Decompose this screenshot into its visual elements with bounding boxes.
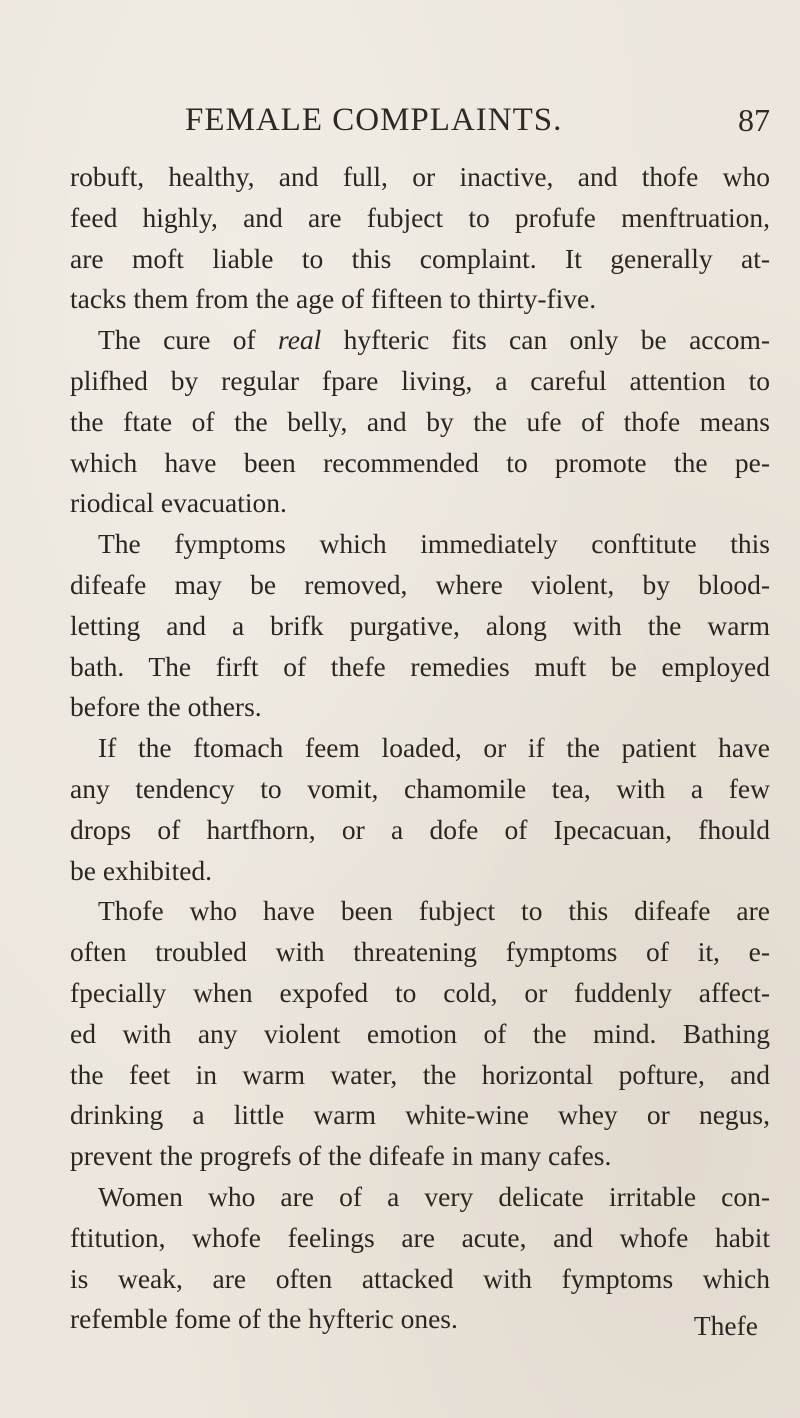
text-line: tacks them from the age of fifteen to thirty-five. (70, 283, 597, 315)
text-line: be exhibited. (70, 854, 213, 886)
page-header (185, 102, 770, 142)
text-line: prevent the progrefs of the difeafe in many cafes. (70, 1140, 612, 1172)
text-line: drops of hartfhorn, or a dofe of Ipecacuan, fhould (70, 813, 770, 845)
text-line: are moft liable to this complaint. It generally at- (70, 242, 770, 274)
paragraph-3 (70, 524, 770, 728)
text-line-with-italic (70, 320, 770, 361)
text-line: If the ftomach feem loaded, or if the patient have (98, 732, 770, 764)
text-line: The fymptoms which immediately conftitute this (98, 528, 770, 560)
text-line: fpecially when expofed to cold, or fuddenly affect- (70, 976, 770, 1008)
running-head: FEMALE COMPLAINTS. (185, 102, 563, 138)
text-line: ed with any violent emotion of the mind. Bathing (70, 1017, 770, 1049)
text-line: before the others. (70, 691, 262, 723)
text-line: often troubled with threatening fymptoms of it, e- (70, 936, 770, 968)
text-line: feed highly, and are fubject to profufe menftruation, (70, 201, 770, 233)
text-line: which have been recommended to promote the pe- (70, 446, 770, 478)
text-line: drinking a little warm white-wine whey or negus, (70, 1099, 770, 1131)
paragraph-5 (70, 891, 770, 1177)
catchword: Thefe (693, 1310, 758, 1341)
text-line: robuft, healthy, and full, or inactive, and thofe who (70, 161, 770, 192)
text-fragment: hyfteric fits can only be accom- (321, 324, 771, 356)
text-line: plifhed by regular fpare living, a careful attention to (70, 364, 770, 396)
text-line: is weak, are often attacked with fymptoms which (70, 1262, 770, 1294)
text-line: difeafe may be removed, where violent, by blood- (70, 568, 770, 600)
text-line: any tendency to vomit, chamomile tea, with a few (70, 772, 770, 804)
paragraph-2 (70, 320, 770, 524)
paragraph-1 (70, 157, 770, 320)
text-line: ftitution, whofe feelings are acute, and whofe habit (70, 1221, 770, 1253)
text-line: the ftate of the belly, and by the ufe of thofe means (70, 405, 770, 437)
paragraph-6 (70, 1177, 770, 1340)
paragraph-4 (70, 728, 770, 891)
text-line: bath. The firft of thefe remedies muft be employed (70, 650, 770, 682)
text-line: Thofe who have been fubject to this difeafe are (98, 895, 770, 927)
text-line: riodical evacuation. (70, 487, 287, 519)
text-line: letting and a brifk purgative, along with the warm (70, 609, 770, 641)
page-number: 87 (738, 102, 770, 138)
text-line: refemble fome of the hyfteric ones. (70, 1303, 458, 1335)
text-line: Women who are of a very delicate irritable con- (98, 1180, 770, 1212)
body-text (70, 157, 770, 1340)
text-fragment: The cure of (98, 324, 279, 356)
italic-word: real (278, 324, 322, 356)
text-line: the feet in warm water, the horizontal pofture, and (70, 1058, 770, 1090)
